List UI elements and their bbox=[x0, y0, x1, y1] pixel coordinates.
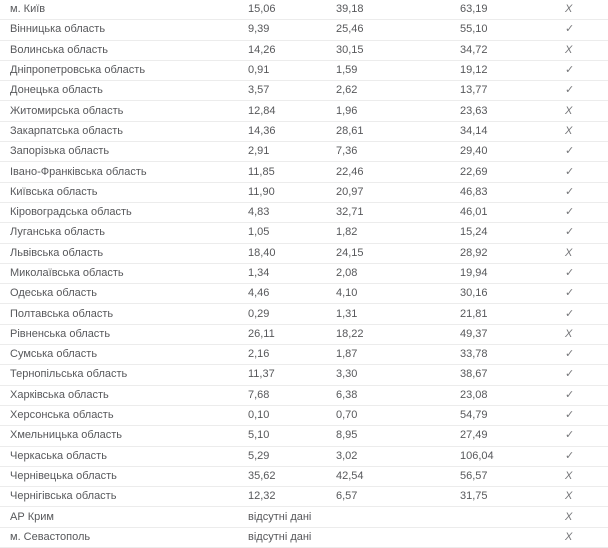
check-icon: ✓ bbox=[565, 268, 575, 279]
value-col2: 25,46 bbox=[336, 24, 364, 36]
table-row bbox=[0, 365, 608, 385]
table-row bbox=[0, 264, 608, 284]
value-col1: 2,16 bbox=[248, 349, 270, 361]
value-col1: 0,91 bbox=[248, 65, 270, 77]
value-col2: 6,38 bbox=[336, 389, 358, 401]
check-icon: ✓ bbox=[565, 410, 575, 422]
value-col3: 27,49 bbox=[460, 430, 488, 442]
value-col3: 38,67 bbox=[460, 369, 488, 381]
cross-icon: X bbox=[565, 105, 573, 117]
table-row bbox=[0, 101, 608, 121]
value-col3: 19,94 bbox=[460, 268, 488, 279]
region-name: Чернігівська область bbox=[10, 491, 117, 503]
value-col2: 24,15 bbox=[336, 247, 364, 259]
value-col1: 14,36 bbox=[248, 125, 276, 137]
value-col1: 1,05 bbox=[248, 227, 270, 239]
value-col2: 30,15 bbox=[336, 44, 364, 56]
value-col3: 23,63 bbox=[460, 105, 488, 117]
region-name: Чернівецька область bbox=[10, 470, 117, 482]
value-col1: 4,46 bbox=[248, 288, 270, 300]
value-col3: 22,69 bbox=[460, 166, 488, 178]
value-col1: 5,10 bbox=[248, 430, 270, 442]
check-icon: ✓ bbox=[565, 85, 575, 97]
value-col1: 35,62 bbox=[248, 470, 276, 482]
region-name: Черкаська область bbox=[10, 450, 107, 462]
region-name: Рівненська область bbox=[10, 328, 111, 340]
check-icon: ✓ bbox=[565, 65, 575, 77]
region-name: Житомирська область bbox=[10, 105, 124, 117]
value-col2: 7,36 bbox=[336, 146, 358, 158]
table-row bbox=[0, 304, 608, 324]
table-row bbox=[0, 284, 608, 304]
value-col1: 1,34 bbox=[248, 268, 270, 279]
table-row bbox=[0, 447, 608, 467]
value-col1: 15,06 bbox=[248, 4, 276, 16]
cross-icon: X bbox=[565, 531, 573, 543]
value-col1: 0,10 bbox=[248, 410, 270, 422]
region-name: Львівська область bbox=[10, 247, 104, 259]
region-name: Кіровоградська область bbox=[10, 207, 132, 219]
check-icon: ✓ bbox=[565, 24, 575, 36]
region-name: Дніпропетровська область bbox=[10, 65, 146, 77]
table-row bbox=[0, 426, 608, 446]
table-row bbox=[0, 487, 608, 507]
value-col2: 22,46 bbox=[336, 166, 364, 178]
table-row bbox=[0, 61, 608, 81]
value-col3: 30,16 bbox=[460, 288, 488, 300]
cross-icon: X bbox=[565, 247, 573, 259]
table-row bbox=[0, 122, 608, 142]
value-col2: 42,54 bbox=[336, 470, 364, 482]
value-col2: 39,18 bbox=[336, 4, 364, 16]
region-name: Миколаївська область bbox=[10, 268, 124, 279]
value-col2: 32,71 bbox=[336, 207, 364, 219]
region-name: Полтавська область bbox=[10, 308, 114, 320]
value-col3: 28,92 bbox=[460, 247, 488, 259]
value-col2: 3,02 bbox=[336, 450, 358, 462]
value-col1: 12,84 bbox=[248, 105, 276, 117]
region-name: Херсонська область bbox=[10, 410, 114, 422]
region-name: м. Київ bbox=[10, 4, 46, 16]
value-col2: 20,97 bbox=[336, 186, 364, 198]
region-name: Київська область bbox=[10, 186, 98, 198]
check-icon: ✓ bbox=[565, 349, 575, 361]
cross-icon: X bbox=[565, 470, 573, 482]
region-name: Волинська область bbox=[10, 44, 109, 56]
check-icon: ✓ bbox=[565, 186, 575, 198]
check-icon: ✓ bbox=[565, 389, 575, 401]
table-row bbox=[0, 183, 608, 203]
value-col2: 1,96 bbox=[336, 105, 358, 117]
value-col3: 34,14 bbox=[460, 125, 488, 137]
region-name: Тернопільська область bbox=[10, 369, 128, 381]
value-col1: 18,40 bbox=[248, 247, 276, 259]
table-row bbox=[0, 142, 608, 162]
check-icon: ✓ bbox=[565, 227, 575, 239]
value-col3: 106,04 bbox=[460, 450, 494, 462]
value-col1: 2,91 bbox=[248, 146, 270, 158]
table-row bbox=[0, 223, 608, 243]
value-col1: 7,68 bbox=[248, 389, 270, 401]
value-col1: 12,32 bbox=[248, 491, 276, 503]
region-name: Івано-Франківська область bbox=[10, 166, 147, 178]
table-row bbox=[0, 528, 608, 548]
table-row bbox=[0, 467, 608, 487]
value-col1: 5,29 bbox=[248, 450, 270, 462]
value-col3: 49,37 bbox=[460, 328, 488, 340]
value-col3: 33,78 bbox=[460, 349, 488, 361]
table-row bbox=[0, 20, 608, 40]
table-row bbox=[0, 507, 608, 527]
value-col3: 19,12 bbox=[460, 65, 488, 77]
value-col3: 56,57 bbox=[460, 470, 488, 482]
value-col2: 2,62 bbox=[336, 85, 358, 97]
region-name: Закарпатська область bbox=[10, 125, 123, 137]
value-col2: 3,30 bbox=[336, 369, 358, 381]
value-col1: 14,26 bbox=[248, 44, 276, 56]
value-col3: 13,77 bbox=[460, 85, 488, 97]
value-col1: 11,85 bbox=[248, 166, 275, 178]
table-row bbox=[0, 41, 608, 61]
value-col2: 4,10 bbox=[336, 288, 358, 300]
cross-icon: X bbox=[565, 125, 573, 137]
table-row bbox=[0, 244, 608, 264]
table-row bbox=[0, 386, 608, 406]
value-col1: відсутні дані bbox=[248, 511, 312, 523]
value-col2: 6,57 bbox=[336, 491, 358, 503]
table-row bbox=[0, 81, 608, 101]
region-name: Харківська область bbox=[10, 389, 109, 401]
value-col2: 1,59 bbox=[336, 65, 358, 77]
cross-icon: X bbox=[565, 4, 573, 16]
check-icon: ✓ bbox=[565, 308, 575, 320]
value-col2: 2,08 bbox=[336, 268, 358, 279]
region-name: Донецька область bbox=[10, 85, 103, 97]
region-name: Одеська область bbox=[10, 288, 98, 300]
value-col2: 1,87 bbox=[336, 349, 358, 361]
value-col2: 1,31 bbox=[336, 308, 358, 320]
cross-icon: X bbox=[565, 511, 573, 523]
check-icon: ✓ bbox=[565, 369, 575, 381]
value-col3: 55,10 bbox=[460, 24, 488, 36]
value-col3: 31,75 bbox=[460, 491, 488, 503]
value-col1: 3,57 bbox=[248, 85, 270, 97]
value-col3: 15,24 bbox=[460, 227, 488, 239]
value-col2: 18,22 bbox=[336, 328, 364, 340]
cross-icon: X bbox=[565, 328, 573, 340]
value-col1: 4,83 bbox=[248, 207, 270, 219]
value-col1: 9,39 bbox=[248, 24, 270, 36]
value-col1: 0,29 bbox=[248, 308, 270, 320]
table-row bbox=[0, 325, 608, 345]
value-col3: 23,08 bbox=[460, 389, 488, 401]
table-row bbox=[0, 203, 608, 223]
region-name: Вінницька область bbox=[10, 24, 106, 36]
table-row bbox=[0, 345, 608, 365]
value-col1: 26,11 bbox=[248, 328, 275, 340]
region-name: Сумська область bbox=[10, 349, 98, 361]
region-name: Запорізька область bbox=[10, 146, 110, 158]
table-row bbox=[0, 162, 608, 182]
table-row bbox=[0, 0, 608, 20]
check-icon: ✓ bbox=[565, 207, 575, 219]
value-col1: 11,90 bbox=[248, 186, 275, 198]
table-row bbox=[0, 406, 608, 426]
check-icon: ✓ bbox=[565, 166, 575, 178]
cross-icon: X bbox=[565, 491, 573, 503]
value-col3: 46,01 bbox=[460, 207, 488, 219]
value-col2: 28,61 bbox=[336, 125, 364, 137]
value-col3: 63,19 bbox=[460, 4, 488, 16]
check-icon: ✓ bbox=[565, 288, 575, 300]
value-col3: 29,40 bbox=[460, 146, 488, 158]
value-col3: 46,83 bbox=[460, 186, 488, 198]
value-col3: 21,81 bbox=[460, 308, 488, 320]
value-col1: відсутні дані bbox=[248, 531, 312, 543]
value-col3: 54,79 bbox=[460, 410, 488, 422]
value-col2: 1,82 bbox=[336, 227, 358, 239]
region-name: АР Крим bbox=[10, 511, 54, 523]
value-col2: 8,95 bbox=[336, 430, 358, 442]
check-icon: ✓ bbox=[565, 450, 575, 462]
check-icon: ✓ bbox=[565, 146, 575, 158]
region-name: м. Севастополь bbox=[10, 531, 91, 543]
region-name: Хмельницька область bbox=[10, 430, 123, 442]
value-col1: 11,37 bbox=[248, 369, 275, 381]
check-icon: ✓ bbox=[565, 430, 575, 442]
cross-icon: X bbox=[565, 44, 573, 56]
value-col2: 0,70 bbox=[336, 410, 358, 422]
region-name: Луганська область bbox=[10, 227, 105, 239]
value-col3: 34,72 bbox=[460, 44, 488, 56]
